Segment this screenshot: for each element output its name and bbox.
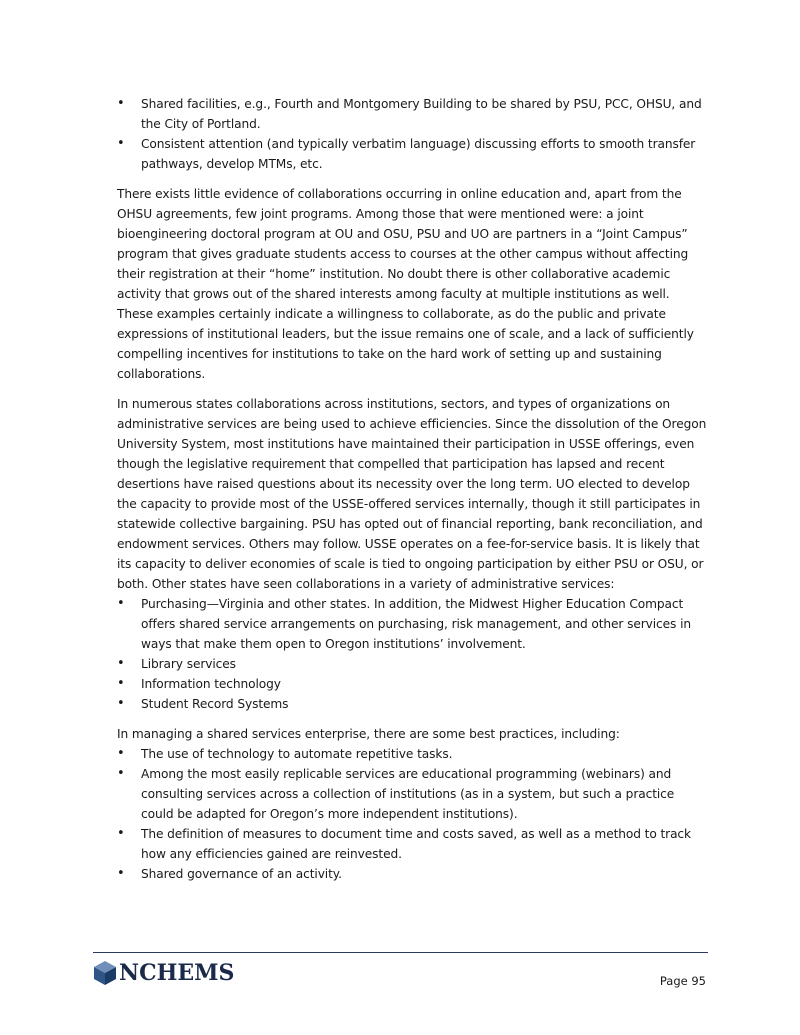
bullet-list-top — [117, 94, 707, 174]
list-item: • Among the most easily replicable services are educational programming (webinars) and consulting services across a collection of institutions (as in a system, but such a practice could be adapted for Oregon’s more independent institutions). — [117, 764, 707, 824]
paragraph-best-practices: In managing a shared services enterprise, there are some best practices, including: — [117, 727, 620, 741]
list-item: • Purchasing—Virginia and other states. In addition, the Midwest Higher Education Compact offers shared service arrangements on purchasing, risk management, and other services in ways that make them open to Oregon institutions’ involvement. — [117, 594, 707, 654]
list-item: • Library services — [117, 654, 707, 674]
footer-divider — [93, 952, 708, 953]
list-item: • Information technology — [117, 674, 707, 694]
nchems-logo — [93, 958, 234, 988]
logo-wordmark: NCHEMS — [119, 960, 235, 986]
list-item: • The use of technology to automate repetitive tasks. — [117, 744, 707, 764]
paragraph-administrative-services: In numerous states collaborations across institutions, sectors, and types of organizations on administrative services are being used to achieve efficiencies. Since the dissolution of the Oregon University System, most institutions have maintained their participation in USSE offerings, even though the legislative requirement that compelled that participation has lapsed and recent desertions have raised questions about its necessity over the long term. UO elected to develop the capacity to provide most of the USSE-offered services internally, though it still participates in statewide collective bargaining. PSU has opted out of financial reporting, bank reconciliation, and endowment services. Others may follow. USSE operates on a fee-for-service basis. It is likely that its capacity to deliver economies of scale is tied to ongoing participation by either PSU or OSU, or both. Other states have seen collaborations in a variety of administrative services: — [117, 397, 707, 591]
bullet-list-bottom — [117, 744, 707, 884]
list-item: • Shared governance of an activity. — [117, 864, 707, 884]
page-number: Page 95 — [659, 974, 706, 988]
list-item: • Consistent attention (and typically verbatim language) discussing efforts to smooth transfer pathways, develop MTMs, etc. — [117, 134, 707, 174]
list-item: • The definition of measures to document time and costs saved, as well as a method to track how any efficiencies gained are reinvested. — [117, 824, 707, 864]
page-body — [117, 94, 707, 884]
list-item: • Student Record Systems — [117, 694, 707, 714]
paragraph-online-education: There exists little evidence of collaborations occurring in online education and, apart from the OHSU agreements, few joint programs. Among those that were mentioned were: a joint bioengineering doctoral program at OU and OSU, PSU and UO are partners in a “Joint Campus” program that gives graduate students access to courses at the other campus without affecting their registration at their “home” institution. No doubt there is other collaborative academic activity that grows out of the shared interests among faculty at multiple institutions as well. These examples certainly indicate a willingness to collaborate, as do the public and private expressions of institutional leaders, but the issue remains one of scale, and a lack of sufficiently compelling incentives for institutions to take on the hard work of setting up and sustaining collaborations. — [117, 187, 694, 381]
cube-logo-icon — [93, 960, 117, 986]
list-item: • Shared facilities, e.g., Fourth and Montgomery Building to be shared by PSU, PCC, OHSU, and the City of Portland. — [117, 94, 707, 134]
bullet-list-middle — [117, 594, 707, 714]
